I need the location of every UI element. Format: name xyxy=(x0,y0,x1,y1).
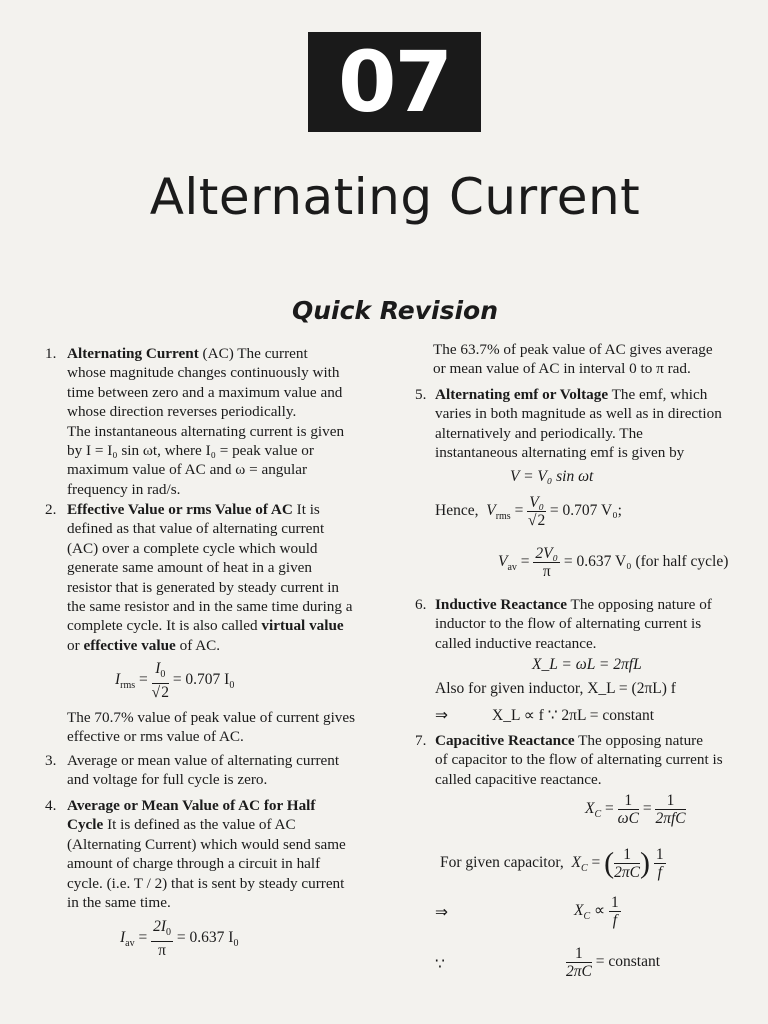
item-text: The 70.7% value of peak value of current gives xyxy=(67,709,356,726)
vrms-equation: Hence, $V_{rms}$ = $\frac{\text{V₀}}{√2}$ = 0.707 V₀; xyxy=(435,494,622,529)
item-text: effective or rms value of AC. xyxy=(67,728,244,746)
item-text: Average or mean value of alternating current xyxy=(67,752,340,769)
item-text: of capacitor to the flow of alternating current is xyxy=(435,751,723,769)
item-text: (Alternating Current) which would send same xyxy=(67,835,346,853)
item-text: The 63.7% of peak value of AC gives average xyxy=(433,341,713,358)
because-symbol: ∵ xyxy=(435,956,445,973)
item-number: 3. xyxy=(45,752,57,769)
item-text: whose direction reverses periodically. xyxy=(67,403,297,421)
item-emphasis: effective value xyxy=(83,636,176,654)
implies-symbol: ⇒ xyxy=(435,904,448,921)
item-text: The opposing nature xyxy=(574,732,703,749)
item-text: amount of charge through a circuit in half xyxy=(67,855,321,873)
item-heading: Alternating emf or Voltage xyxy=(435,386,609,403)
item-text: maximum value of AC and ω = angular xyxy=(67,461,307,479)
item-text: complete cycle. It is also called xyxy=(67,617,262,635)
item-heading: Capacitive Reactance xyxy=(435,732,575,749)
item-text: time between zero and a maximum value and xyxy=(67,383,343,401)
section-title: Quick Revision xyxy=(291,296,499,325)
item-number: 1. xyxy=(45,345,57,362)
item-text: varies in both magnitude as well as in direction xyxy=(435,405,722,423)
item-text: defined as that value of alternating current xyxy=(67,520,325,538)
xl-proportional-equation: X_L ∝ f ∵ 2πL = constant xyxy=(492,707,655,724)
item-text: called inductive reactance. xyxy=(435,634,597,652)
item-text: The opposing nature of xyxy=(567,596,712,613)
item-text: (AC) over a complete cycle which would xyxy=(67,539,318,557)
item-text: alternatively and periodically. The xyxy=(435,424,643,442)
item-number: 7. xyxy=(415,732,427,749)
implies-symbol: ⇒ xyxy=(435,707,448,724)
emf-equation: V = V₀ sin ωt xyxy=(510,468,594,485)
item-number: 6. xyxy=(415,596,427,613)
item-text: cycle. (i.e. T / 2) that is sent by steady current xyxy=(67,874,345,892)
xc-proportional-equation: $X_C$ ∝ $\frac{1}{f}$ xyxy=(574,894,619,929)
item-text: It is xyxy=(292,501,320,518)
item-number: 4. xyxy=(45,797,57,814)
iav-equation: $I_{av}$ = $\frac{2I_0}{\pi}$ = 0.637 $I_0$ xyxy=(120,918,239,960)
item-text: frequency in rad/s. xyxy=(67,480,181,498)
item-text: and voltage for full cycle is zero. xyxy=(67,771,268,789)
item-heading: Average or Mean Value of AC for Half xyxy=(67,797,316,814)
item-text: called capacitive reactance. xyxy=(435,770,602,788)
xl-equation: X_L = ωL = 2πfL xyxy=(532,656,642,673)
item-heading: Inductive Reactance xyxy=(435,596,568,613)
xl-inductor-equation: Also for given inductor, X_L = (2πL) f xyxy=(435,680,676,697)
item-text: whose magnitude changes continuously with xyxy=(67,364,340,382)
item-text: inductor to the flow of alternating current is xyxy=(435,615,702,633)
item-heading: Cycle xyxy=(67,816,104,834)
item-text: The emf, which xyxy=(608,386,708,403)
item-number: 2. xyxy=(45,501,57,518)
item-heading: Effective Value or rms Value of AC xyxy=(67,501,293,518)
item-text: (AC) The current xyxy=(198,345,308,362)
item-text: by I = I₀ sin ωt, where I₀ = peak value or xyxy=(67,442,314,460)
constant-equation: $\frac{1}{2\pi C}$ = constant xyxy=(566,945,661,980)
xc-capacitor-equation: For given capacitor, $X_C$ = ( $\frac{1}{2\pi C}$ ) $\frac{1}{f}$ xyxy=(440,846,664,881)
item-number: 5. xyxy=(415,386,427,403)
item-text: the same resistor and in the same time during a xyxy=(67,598,353,616)
item-text: or mean value of AC in interval 0 to π rad. xyxy=(433,360,691,378)
item-text: resistor that is generated by steady current in xyxy=(67,578,340,596)
item-text: of AC. xyxy=(175,636,221,654)
item-text: or xyxy=(67,636,84,654)
vav-equation: $V_{av}$ = $\frac{\text{2V₀}}{\pi}$ = 0.637 V₀ (for half cycle) xyxy=(498,545,729,580)
item-text: generate same amount of heat in a given xyxy=(67,559,313,577)
item-emphasis: virtual value xyxy=(261,617,344,635)
item-text: The instantaneous alternating current is given xyxy=(67,422,345,440)
item-text: instantaneous alternating emf is given by xyxy=(435,444,685,462)
item-heading: Alternating Current xyxy=(67,345,199,362)
chapter-number-badge: 07 xyxy=(308,32,481,132)
item-text: in the same time. xyxy=(67,894,171,912)
xc-equation: $X_C$ = $\frac{1}{\omega C}$ = $\frac{1}{\text{2πfC}}$ xyxy=(585,792,686,827)
irms-equation: $I_{rms}$ = $\frac{I_0}{√2}$ = 0.707 $I_0$ xyxy=(115,660,235,702)
page-title: Alternating Current xyxy=(149,168,641,226)
item-text: It is defined as the value of AC xyxy=(103,816,296,834)
